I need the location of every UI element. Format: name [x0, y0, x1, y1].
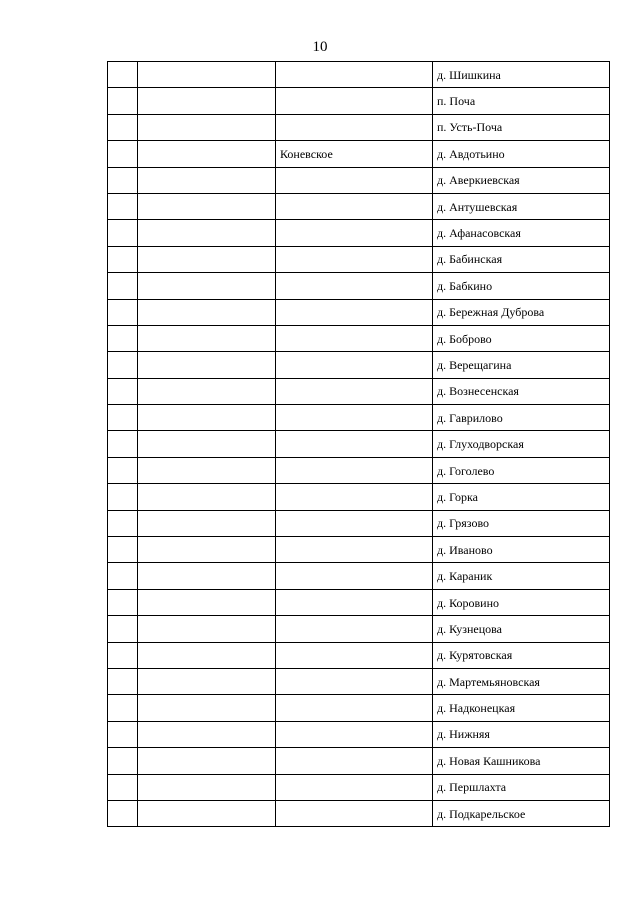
- row-number-cell: [108, 114, 138, 140]
- row-number-cell: [108, 774, 138, 800]
- district-cell: [138, 616, 276, 642]
- locality-cell: д. Новая Кашникова: [433, 748, 610, 774]
- row-number-cell: [108, 457, 138, 483]
- district-cell: [138, 193, 276, 219]
- settlement-cell: [276, 62, 433, 88]
- locality-cell: д. Боброво: [433, 325, 610, 351]
- settlement-cell: [276, 220, 433, 246]
- row-number-cell: [108, 62, 138, 88]
- settlement-cell: [276, 325, 433, 351]
- table-row: [108, 167, 610, 193]
- locality-cell: д. Вознесенская: [433, 378, 610, 404]
- settlement-cell: [276, 299, 433, 325]
- row-number-cell: [108, 510, 138, 536]
- row-number-cell: [108, 299, 138, 325]
- settlement-cell: [276, 616, 433, 642]
- table-row: [108, 800, 610, 826]
- district-cell: [138, 563, 276, 589]
- settlement-cell: [276, 748, 433, 774]
- district-cell: [138, 457, 276, 483]
- settlement-cell: [276, 167, 433, 193]
- table-row: [108, 721, 610, 747]
- row-number-cell: [108, 405, 138, 431]
- settlement-cell: [276, 378, 433, 404]
- district-cell: [138, 695, 276, 721]
- table-row: [108, 589, 610, 615]
- locality-cell: д. Коровино: [433, 589, 610, 615]
- settlement-cell: [276, 510, 433, 536]
- locality-cell: д. Горка: [433, 484, 610, 510]
- table-body: [108, 62, 610, 827]
- table-row: [108, 246, 610, 272]
- locality-cell: д. Кузнецова: [433, 616, 610, 642]
- settlement-cell: [276, 457, 433, 483]
- table-row: [108, 748, 610, 774]
- settlement-cell: [276, 589, 433, 615]
- row-number-cell: [108, 563, 138, 589]
- settlement-cell: [276, 246, 433, 272]
- settlement-cell: [276, 114, 433, 140]
- locality-cell: д. Бабкино: [433, 273, 610, 299]
- settlement-cell: [276, 563, 433, 589]
- locality-cell: д. Аверкиевская: [433, 167, 610, 193]
- row-number-cell: [108, 431, 138, 457]
- table-row: [108, 537, 610, 563]
- locality-cell: д. Грязово: [433, 510, 610, 536]
- settlement-cell: [276, 774, 433, 800]
- row-number-cell: [108, 141, 138, 167]
- row-number-cell: [108, 748, 138, 774]
- table-row: [108, 141, 610, 167]
- district-cell: [138, 589, 276, 615]
- table-row: [108, 378, 610, 404]
- table-row: [108, 88, 610, 114]
- district-cell: [138, 642, 276, 668]
- table-row: [108, 325, 610, 351]
- table-row: [108, 405, 610, 431]
- table-row: [108, 193, 610, 219]
- settlement-cell: [276, 668, 433, 694]
- table-row: [108, 484, 610, 510]
- table-row: [108, 695, 610, 721]
- row-number-cell: [108, 695, 138, 721]
- settlement-cell: [276, 800, 433, 826]
- row-number-cell: [108, 668, 138, 694]
- row-number-cell: [108, 642, 138, 668]
- table-row: [108, 668, 610, 694]
- row-number-cell: [108, 325, 138, 351]
- locality-cell: д. Курятовская: [433, 642, 610, 668]
- settlement-cell: [276, 695, 433, 721]
- locality-cell: д. Верещагина: [433, 352, 610, 378]
- row-number-cell: [108, 246, 138, 272]
- table-row: [108, 220, 610, 246]
- district-cell: [138, 325, 276, 351]
- district-cell: [138, 668, 276, 694]
- locality-cell: д. Подкарельское: [433, 800, 610, 826]
- locality-cell: д. Караник: [433, 563, 610, 589]
- row-number-cell: [108, 537, 138, 563]
- row-number-cell: [108, 616, 138, 642]
- district-cell: [138, 299, 276, 325]
- district-cell: [138, 800, 276, 826]
- district-cell: [138, 537, 276, 563]
- settlement-cell: Коневское: [276, 141, 433, 167]
- table-row: [108, 616, 610, 642]
- district-cell: [138, 88, 276, 114]
- locality-cell: д. Глуходворская: [433, 431, 610, 457]
- page-number: 10: [312, 39, 328, 55]
- district-cell: [138, 748, 276, 774]
- locality-cell: д. Бережная Дуброва: [433, 299, 610, 325]
- district-cell: [138, 510, 276, 536]
- settlement-cell: [276, 537, 433, 563]
- table-row: [108, 563, 610, 589]
- locality-cell: д. Першлахта: [433, 774, 610, 800]
- district-cell: [138, 141, 276, 167]
- table-row: [108, 774, 610, 800]
- row-number-cell: [108, 273, 138, 299]
- localities-table: [107, 61, 610, 827]
- locality-cell: д. Бабинская: [433, 246, 610, 272]
- locality-cell: д. Надконецкая: [433, 695, 610, 721]
- settlement-cell: [276, 721, 433, 747]
- locality-cell: д. Антушевская: [433, 193, 610, 219]
- row-number-cell: [108, 484, 138, 510]
- locality-cell: д. Шишкина: [433, 62, 610, 88]
- locality-cell: п. Поча: [433, 88, 610, 114]
- table-row: [108, 642, 610, 668]
- locality-cell: д. Афанасовская: [433, 220, 610, 246]
- row-number-cell: [108, 220, 138, 246]
- settlement-cell: [276, 273, 433, 299]
- table-row: [108, 431, 610, 457]
- locality-cell: д. Нижняя: [433, 721, 610, 747]
- district-cell: [138, 484, 276, 510]
- district-cell: [138, 405, 276, 431]
- table-row: [108, 273, 610, 299]
- row-number-cell: [108, 352, 138, 378]
- district-cell: [138, 220, 276, 246]
- settlement-cell: [276, 352, 433, 378]
- row-number-cell: [108, 589, 138, 615]
- district-cell: [138, 114, 276, 140]
- settlement-cell: [276, 484, 433, 510]
- table-row: [108, 352, 610, 378]
- row-number-cell: [108, 721, 138, 747]
- row-number-cell: [108, 378, 138, 404]
- district-cell: [138, 273, 276, 299]
- row-number-cell: [108, 167, 138, 193]
- row-number-cell: [108, 193, 138, 219]
- table-row: [108, 457, 610, 483]
- table-row: [108, 510, 610, 536]
- settlement-cell: [276, 193, 433, 219]
- district-cell: [138, 352, 276, 378]
- settlement-cell: [276, 88, 433, 114]
- district-cell: [138, 774, 276, 800]
- settlement-cell: [276, 642, 433, 668]
- row-number-cell: [108, 88, 138, 114]
- district-cell: [138, 721, 276, 747]
- district-cell: [138, 431, 276, 457]
- district-cell: [138, 378, 276, 404]
- row-number-cell: [108, 800, 138, 826]
- table-row: [108, 114, 610, 140]
- locality-cell: п. Усть-Поча: [433, 114, 610, 140]
- district-cell: [138, 167, 276, 193]
- locality-cell: д. Гаврилово: [433, 405, 610, 431]
- settlement-cell: [276, 431, 433, 457]
- table-row: [108, 299, 610, 325]
- table-row: [108, 62, 610, 88]
- locality-cell: д. Гоголево: [433, 457, 610, 483]
- locality-cell: д. Иваново: [433, 537, 610, 563]
- district-cell: [138, 62, 276, 88]
- district-cell: [138, 246, 276, 272]
- locality-cell: д. Мартемьяновская: [433, 668, 610, 694]
- locality-cell: д. Авдотьино: [433, 141, 610, 167]
- settlement-cell: [276, 405, 433, 431]
